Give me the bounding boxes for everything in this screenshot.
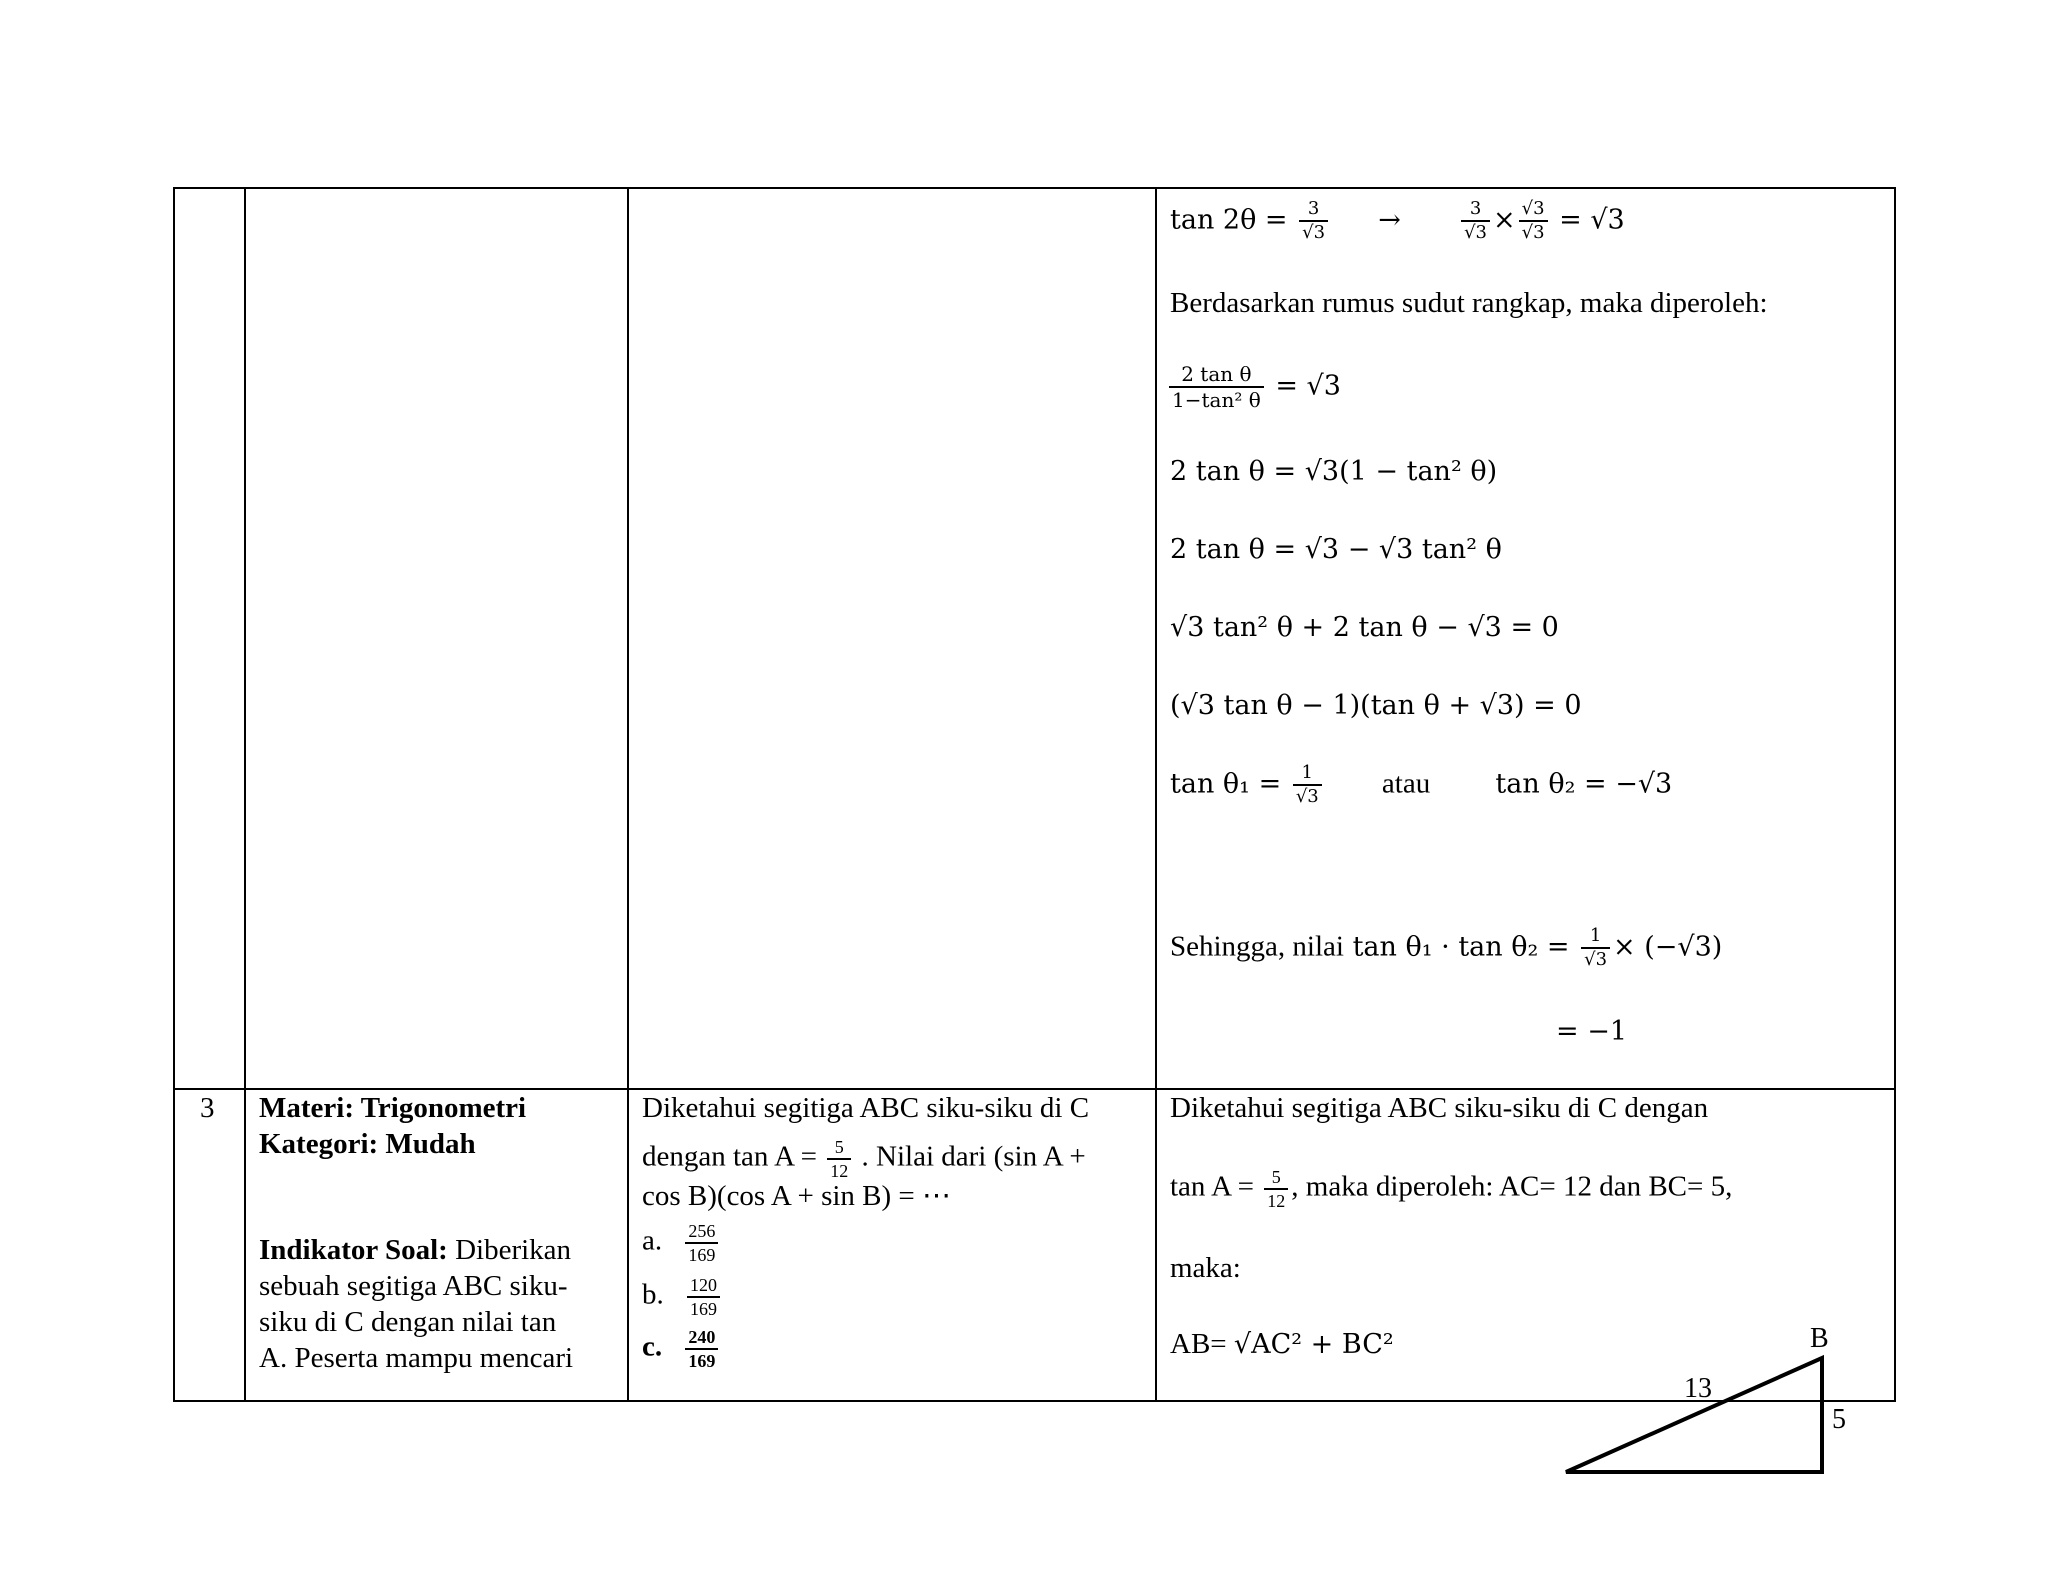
col-divider-1 xyxy=(244,187,246,1402)
hypotenuse-label: 13 xyxy=(1684,1373,1712,1404)
result-rhs: = √3 xyxy=(1559,204,1625,236)
question-line-3: cos B)(cos A + sin B) = ⋯ xyxy=(642,1180,952,1212)
fraction: $\frac{5}{12}$ xyxy=(1264,1166,1288,1212)
solution-line-1 xyxy=(1170,198,1625,244)
atau-text: atau xyxy=(1381,767,1431,800)
row-number: 3 xyxy=(200,1092,215,1124)
option-label: a. xyxy=(642,1224,663,1257)
answer-line-2: tan A = $\frac{5}{12}$ , maka diperoleh: AC= 12 dan BC= 5, xyxy=(1170,1167,1733,1211)
solution-line-3 xyxy=(1166,362,1341,412)
solution-line-9 xyxy=(1170,925,1722,971)
indikator-line-1: Indikator Soal: Diberikan xyxy=(259,1234,572,1266)
side-bc-label: 5 xyxy=(1832,1404,1846,1435)
product-rhs: × (−√3) xyxy=(1613,931,1723,963)
fraction: $\frac{5}{12}$ xyxy=(827,1136,851,1182)
table-right-border xyxy=(1894,187,1896,1402)
indikator-line-2: sebuah segitiga ABC siku- xyxy=(259,1270,568,1302)
solution-line-4: 2 tan θ = √3(1 − tan² θ) xyxy=(1170,456,1498,487)
pythagoras-expr: √AC² + BC² xyxy=(1233,1329,1394,1360)
solution-line-8 xyxy=(1170,762,1672,808)
option-fraction: $\frac{256}{169}$ xyxy=(685,1220,718,1266)
vertex-b-label: B xyxy=(1810,1323,1829,1354)
arrow-symbol: → xyxy=(1378,204,1401,236)
fraction: $\frac{3}{√3}$ xyxy=(1461,198,1490,244)
fraction: $\frac{√3}{√3}$ xyxy=(1519,198,1548,244)
indikator-line-4: A. Peserta mampu mencari xyxy=(259,1342,574,1374)
theta1-lhs: tan θ₁ = xyxy=(1170,768,1282,800)
solution-line-7: (√3 tan θ − 1)(tan θ + √3) = 0 xyxy=(1170,690,1582,721)
answer-line-3: maka: xyxy=(1170,1252,1241,1284)
option-fraction: $\frac{120}{169}$ xyxy=(687,1274,720,1320)
question-line-1: Diketahui segitiga ABC siku-siku di C xyxy=(642,1092,1090,1124)
col-divider-2 xyxy=(627,187,629,1402)
times-symbol: × xyxy=(1493,204,1516,236)
option-label: c. xyxy=(642,1330,663,1363)
solution-line-2: Berdasarkan rumus sudut rangkap, maka diperoleh: xyxy=(1170,287,1768,319)
answer-line-4: AB= √AC² + BC² xyxy=(1170,1328,1394,1360)
fraction-rhs: = √3 xyxy=(1275,370,1341,402)
answer-line-1: Diketahui segitiga ABC siku-siku di C dengan xyxy=(1170,1092,1709,1124)
product-expr: tan θ₁ · tan θ₂ = xyxy=(1352,931,1570,963)
indikator-label: Indikator Soal: xyxy=(259,1234,448,1266)
fraction: $\frac{3}{√3}$ xyxy=(1299,198,1328,244)
fraction: $\frac{1}{√3}$ xyxy=(1581,925,1610,971)
kategori-label: Kategori: Mudah xyxy=(259,1128,476,1160)
option-c xyxy=(642,1326,721,1372)
sehingga-text: Sehingga, nilai xyxy=(1170,930,1344,963)
solution-line-5: 2 tan θ = √3 − √3 tan² θ xyxy=(1170,534,1502,565)
tan2theta-lhs: tan 2θ = xyxy=(1170,204,1288,236)
option-fraction: $\frac{240}{169}$ xyxy=(685,1326,718,1372)
right-triangle-figure xyxy=(1540,1310,1860,1490)
solution-line-10: = −1 xyxy=(1556,1016,1628,1047)
double-angle-fraction: $\frac{\text{2 tan θ}}{\text{1−tan² θ}}$ xyxy=(1169,362,1264,412)
table-top-border xyxy=(173,187,1896,189)
col-divider-3 xyxy=(1155,187,1157,1402)
table-left-border xyxy=(173,187,175,1402)
indikator-line-3: siku di C dengan nilai tan xyxy=(259,1306,557,1338)
fraction: $\frac{1}{√3}$ xyxy=(1293,762,1322,808)
theta2-expr: tan θ₂ = −√3 xyxy=(1495,768,1673,800)
option-a xyxy=(642,1220,721,1266)
question-line-2: dengan tan A = $\frac{5}{12}$ . Nilai dari (sin A + xyxy=(642,1137,1086,1181)
option-label: b. xyxy=(642,1278,664,1311)
solution-line-6: √3 tan² θ + 2 tan θ − √3 = 0 xyxy=(1170,612,1559,643)
option-b xyxy=(642,1274,723,1320)
materi-label: Materi: Trigonometri xyxy=(259,1092,527,1124)
